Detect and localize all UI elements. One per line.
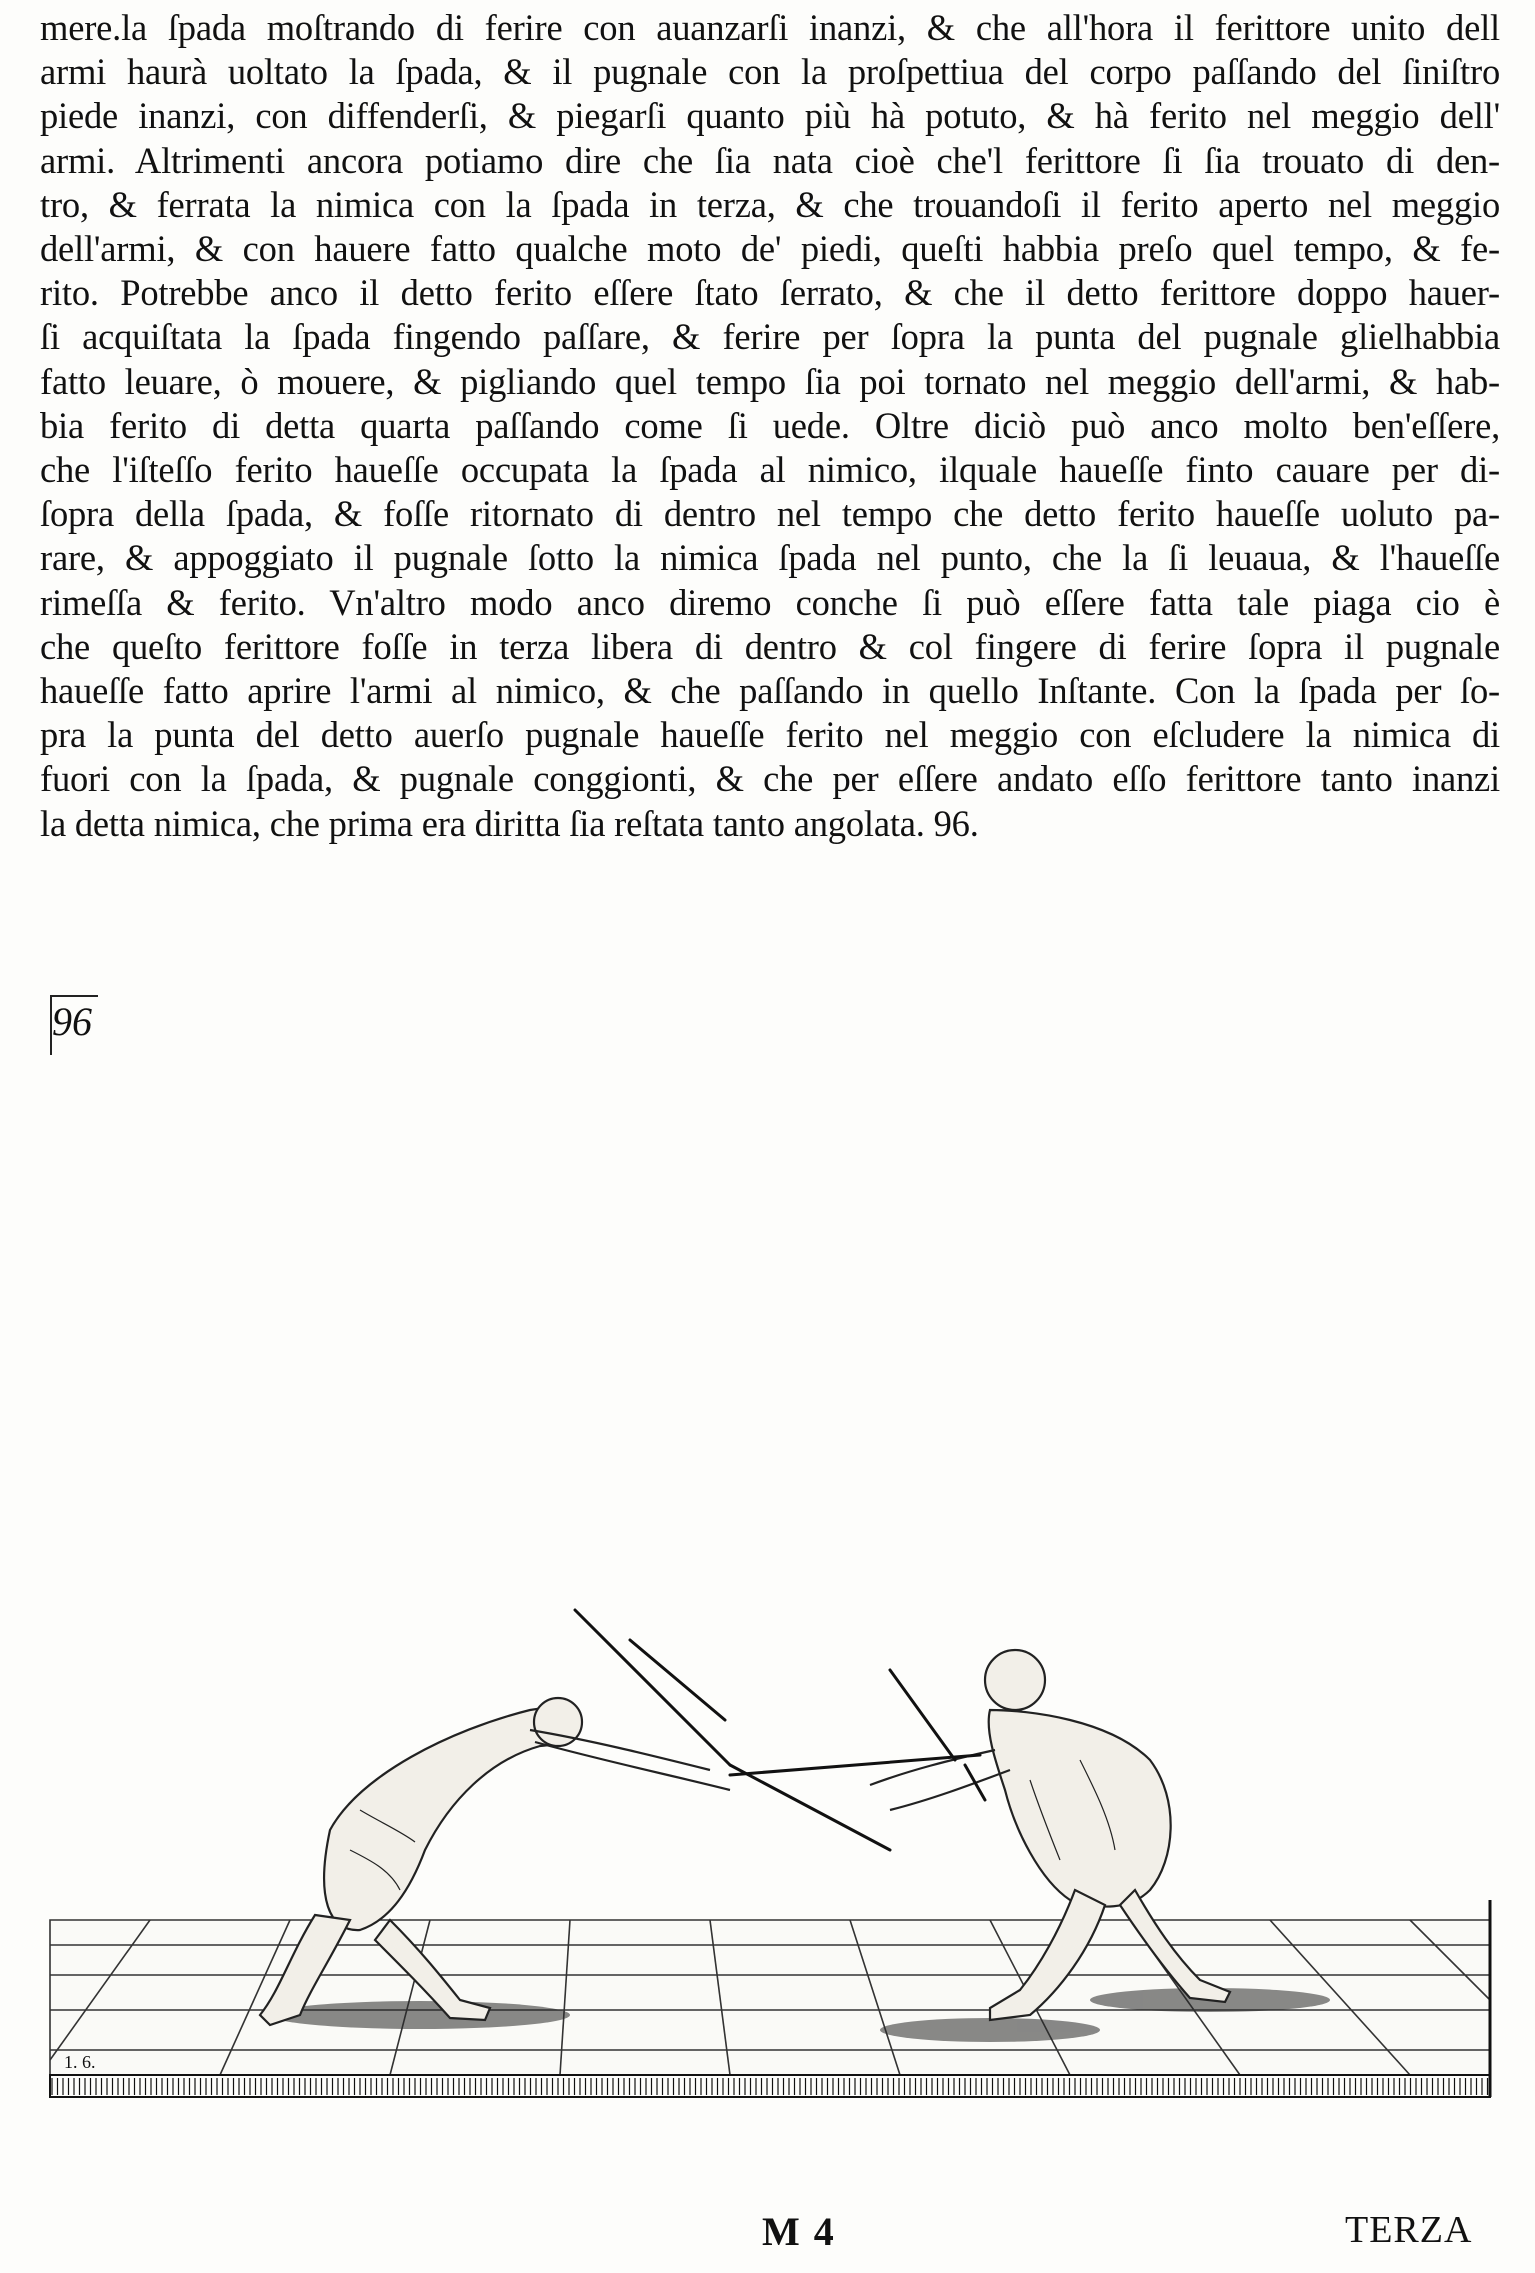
text-line: tro, & ferrata la nimica con la ſpada in terza, & che trouandoſi il ferito aperto nel meggio	[40, 183, 1500, 225]
text-line: armi. Altrimenti ancora potiamo dire che ſia nata cioè che'l ferittore ſi ſia trouato di den-	[40, 139, 1500, 181]
text-line: dell'armi, & con hauere fatto qualche moto de' piedi, queſti habbia preſo quel tempo, & fe-	[40, 228, 1500, 270]
text-line: pra la punta del detto auerſo pugnale haueſſe ferito nel meggio con eſcludere la nimica di	[40, 714, 1500, 756]
signature-mark: M 4	[762, 2209, 836, 2254]
text-line: che queſto ferittore foſſe in terza libera di dentro & col fingere di ferire ſopra il pugnale	[40, 625, 1500, 667]
text-line: la detta nimica, che prima era diritta ſia reſtata tanto angolata. 96.	[40, 802, 979, 844]
text-line: fatto leuare, ò mouere, & pigliando quel tempo ſia poi tornato nel meggio dell'armi, & hab-	[40, 360, 1500, 402]
text-line: ſi acquiſtata la ſpada fingendo paſſare, & ferire per ſopra la punta del pugnale glielhabbia	[40, 316, 1500, 358]
text-line: piede inanzi, con diffenderſi, & piegarſi quanto più hà potuto, & hà ferito nel meggio dell'	[40, 95, 1500, 137]
plate-corner-mark: 1. 6.	[64, 2052, 96, 2072]
text-line: haueſſe fatto aprire l'armi al nimico, & che paſſando in quello Inſtante. Con la ſpada per ſo-	[40, 670, 1500, 712]
text-line: rare, & appoggiato il pugnale ſotto la nimica ſpada nel punto, che la ſi leuaua, & l'haueſſe	[40, 537, 1500, 579]
text-line: fuori con la ſpada, & pugnale conggionti, & che per eſſere andato eſſo ferittore tanto inanzi	[40, 758, 1500, 800]
text-line: rito. Potrebbe anco il detto ferito eſſere ſtato ſerrato, & che il detto ferittore doppo hauer-	[40, 272, 1500, 314]
text-line: bia ferito di detta quarta paſſando come ſi uede. Oltre diciò può anco molto ben'eſſere,	[40, 404, 1500, 446]
body-text	[40, 6, 1500, 846]
plate-number: 96	[52, 999, 92, 1044]
text-line: mere.la ſpada moſtrando di ferire con auanzarſi inanzi, & che all'hora il ferittore unito dell	[40, 7, 1500, 48]
plate-corner-rule	[50, 995, 98, 997]
text-line: armi haurà uoltato la ſpada, & il pugnale con la proſpettiua del corpo paſſando del ſiniſtro	[40, 51, 1500, 93]
text-line: rimeſſa & ferito. Vn'altro modo anco diremo conche ſi può eſſere fatta tale piaga cio è	[40, 581, 1500, 623]
scale-ticks	[52, 2078, 1488, 2095]
text-line: che l'iſteſſo ferito haueſſe occupata la ſpada al nimico, ilquale haueſſe finto cauare per di-	[40, 449, 1500, 491]
fencing-engraving	[30, 1560, 1510, 2130]
text-line: ſopra della ſpada, & foſſe ritornato di dentro nel tempo che detto ferito haueſſe uoluto pa-	[40, 493, 1500, 535]
catchword: TERZA	[1345, 2209, 1473, 2251]
weapons	[575, 1610, 985, 1850]
